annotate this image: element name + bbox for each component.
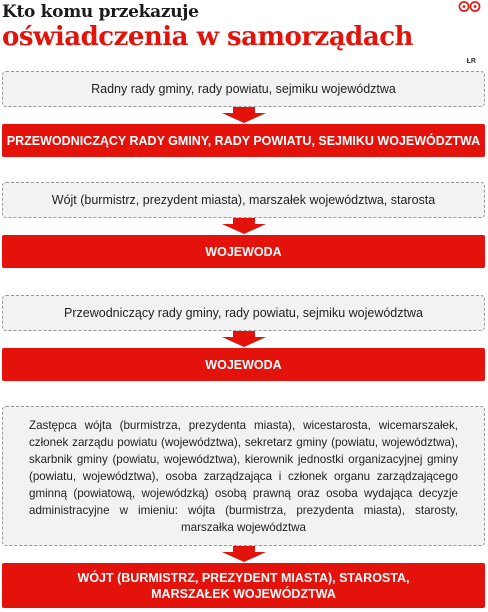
down-arrow-icon (222, 218, 266, 234)
source-box-deputies-and-officials: Zastępca wójta (burmistrza, prezydenta miasta), wicestarosta, wicemarszałek, członek zarządu powiatu (województwa), sekretarz gminy (powiatu, województwa), skarbnik gminy (powiatu, województwa), kierownik jednostki organizacyjnej gminy (powiatu, województwa), osoba zarządzająca i członek organu zarządzającego gminną (powiatową, wojewódzką) osobą prawną oraz osoba wydająca decyzje administracyjne w imieniu: wójta (burmistrza, prezydenta miasta), starosty, marszałka województwa (2, 406, 485, 546)
target-bar-mayor-starost-marshal (2, 563, 485, 608)
source-box-mayor: Wójt (burmistrz, prezydent miasta), marszałek województwa, starosta (2, 182, 485, 218)
title-line-1: Kto komu przekazuje (2, 2, 199, 22)
target-bar-line-2: MARSZAŁEK WOJEWÓDZTWA (151, 586, 336, 601)
down-arrow-icon (222, 546, 266, 562)
source-box-councillor: Radny rady gminy, rady powiatu, sejmiku województwa (2, 71, 485, 107)
target-bar-council-chair: PRZEWODNICZĄCY RADY GMINY, RADY POWIATU, SEJMIKU WOJEWÓDZTWA (2, 124, 485, 157)
down-arrow-icon (222, 107, 266, 123)
target-bar-voivode-1: WOJEWODA (2, 235, 485, 268)
title-line-2: oświadczenia w samorządach (2, 22, 413, 52)
author-credit: ŁR (466, 58, 476, 65)
rzeczpospolita-logo (458, 1, 484, 12)
source-box-council-chair: Przewodniczący rady gminy, rady powiatu, sejmiku województwa (2, 295, 485, 331)
down-arrow-icon (222, 331, 266, 347)
target-bar-voivode-2: WOJEWODA (2, 348, 485, 381)
target-bar-line-1: WÓJT (BURMISTRZ, PREZYDENT MIASTA), STAROSTA, (77, 570, 410, 585)
